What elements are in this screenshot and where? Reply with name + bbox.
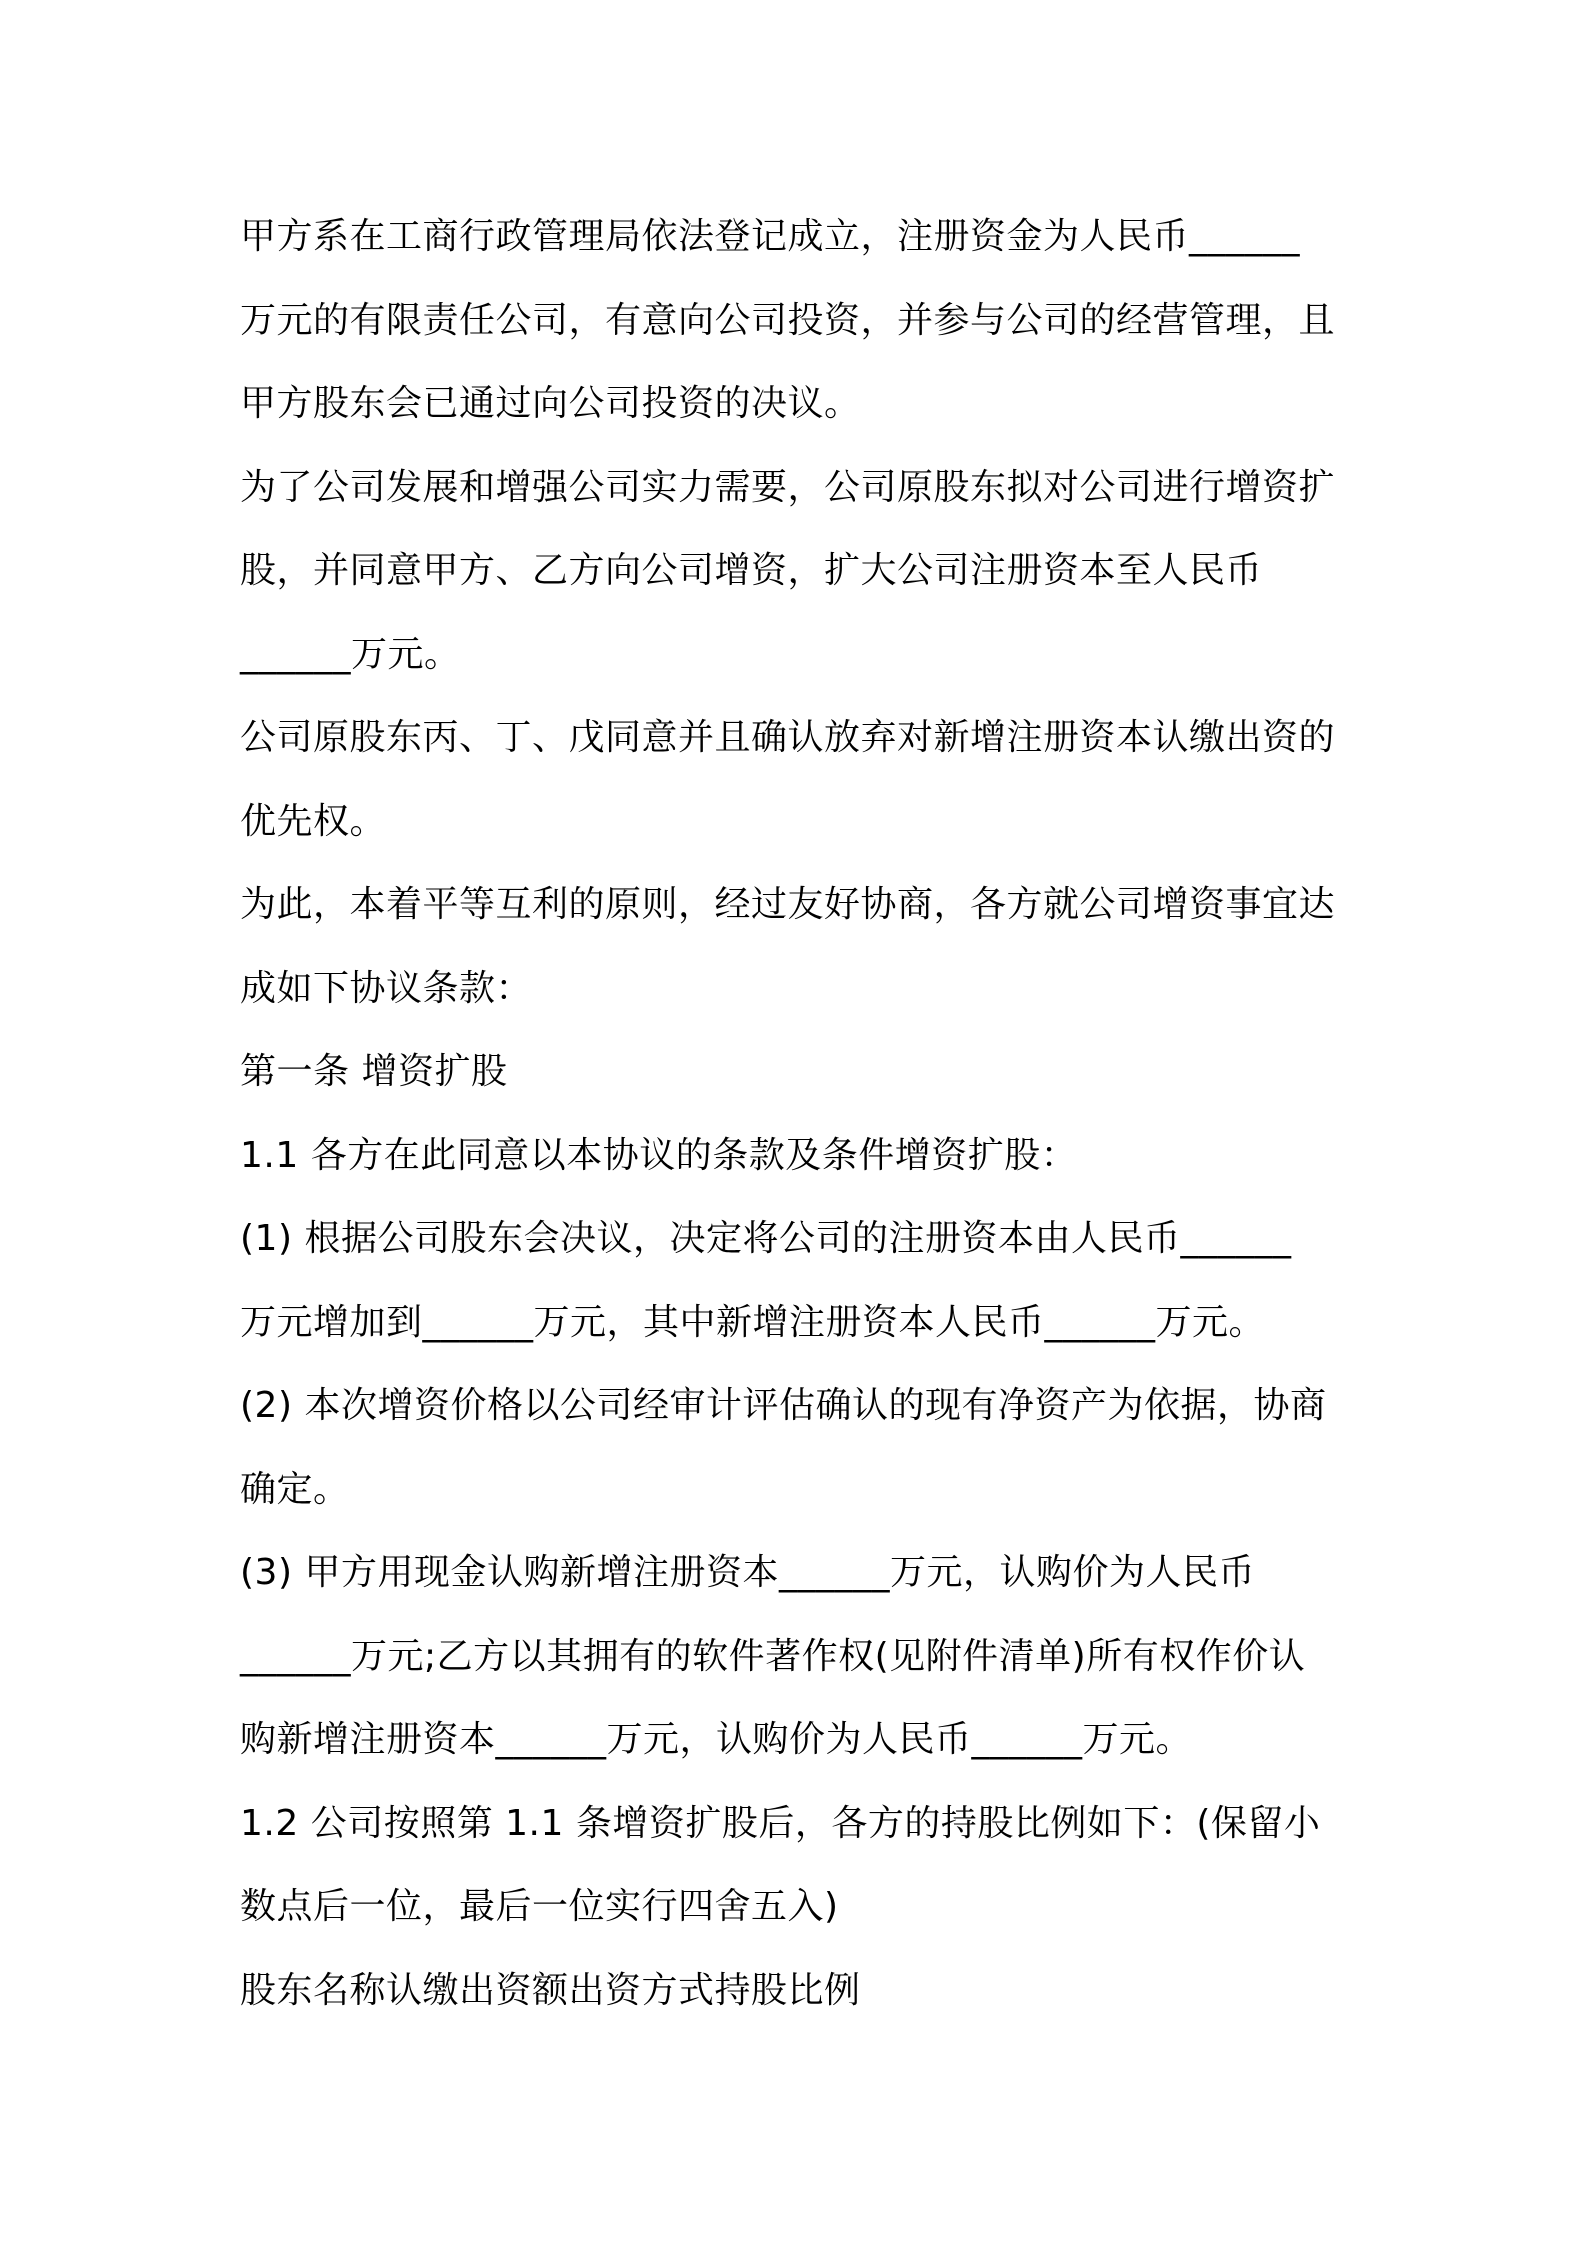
text-line: 确定。 bbox=[240, 1468, 350, 1510]
text-line: 购新增注册资本______万元，认购价为人民币______万元。 bbox=[240, 1719, 1193, 1760]
clause-line: (2) 本次增资价格以公司经审计评估确认的现有净资产为依据，协商 bbox=[240, 1385, 1327, 1426]
text-line: 股，并同意甲方、乙方向公司增资，扩大公司注册资本至人民币 bbox=[240, 550, 1263, 591]
text-line: 为此，本着平等互利的原则，经过友好协商，各方就公司增资事宜达 bbox=[240, 884, 1336, 925]
text-line: ______万元。 bbox=[240, 633, 461, 675]
section-heading: 第一条 增资扩股 bbox=[240, 1051, 508, 1092]
text-line: 甲方股东会已通过向公司投资的决议。 bbox=[240, 383, 861, 424]
text-line: 优先权。 bbox=[240, 800, 387, 842]
clause-line: (1) 根据公司股东会决议，决定将公司的注册资本由人民币______ bbox=[240, 1218, 1292, 1259]
text-line: 万元增加到______万元，其中新增注册资本人民币______万元。 bbox=[240, 1301, 1266, 1343]
text-line: 成如下协议条款： bbox=[240, 967, 533, 1009]
document-body bbox=[240, 195, 1360, 2032]
clause-line: 1.2 公司按照第 1.1 条增资扩股后，各方的持股比例如下：(保留小 bbox=[240, 1802, 1321, 1844]
text-line: 为了公司发展和增强公司实力需要，公司原股东拟对公司进行增资扩 bbox=[240, 466, 1336, 508]
clause-line: (3) 甲方用现金认购新增注册资本______万元，认购价为人民币 bbox=[240, 1552, 1255, 1593]
text-line: 公司原股东丙、丁、戊同意并且确认放弃对新增注册资本认缴出资的 bbox=[240, 717, 1336, 758]
table-header-line: 股东名称认缴出资额出资方式持股比例 bbox=[240, 1969, 861, 2011]
text-line: 甲方系在工商行政管理局依法登记成立，注册资金为人民币______ bbox=[240, 216, 1301, 257]
text-line: 数点后一位，最后一位实行四舍五入) bbox=[240, 1886, 839, 1927]
text-line: ______万元;乙方以其拥有的软件著作权(见附件清单)所有权作价认 bbox=[240, 1635, 1306, 1677]
clause-line: 1.1 各方在此同意以本协议的条款及条件增资扩股： bbox=[240, 1134, 1078, 1176]
text-line: 万元的有限责任公司，有意向公司投资，并参与公司的经营管理，且 bbox=[240, 299, 1336, 341]
